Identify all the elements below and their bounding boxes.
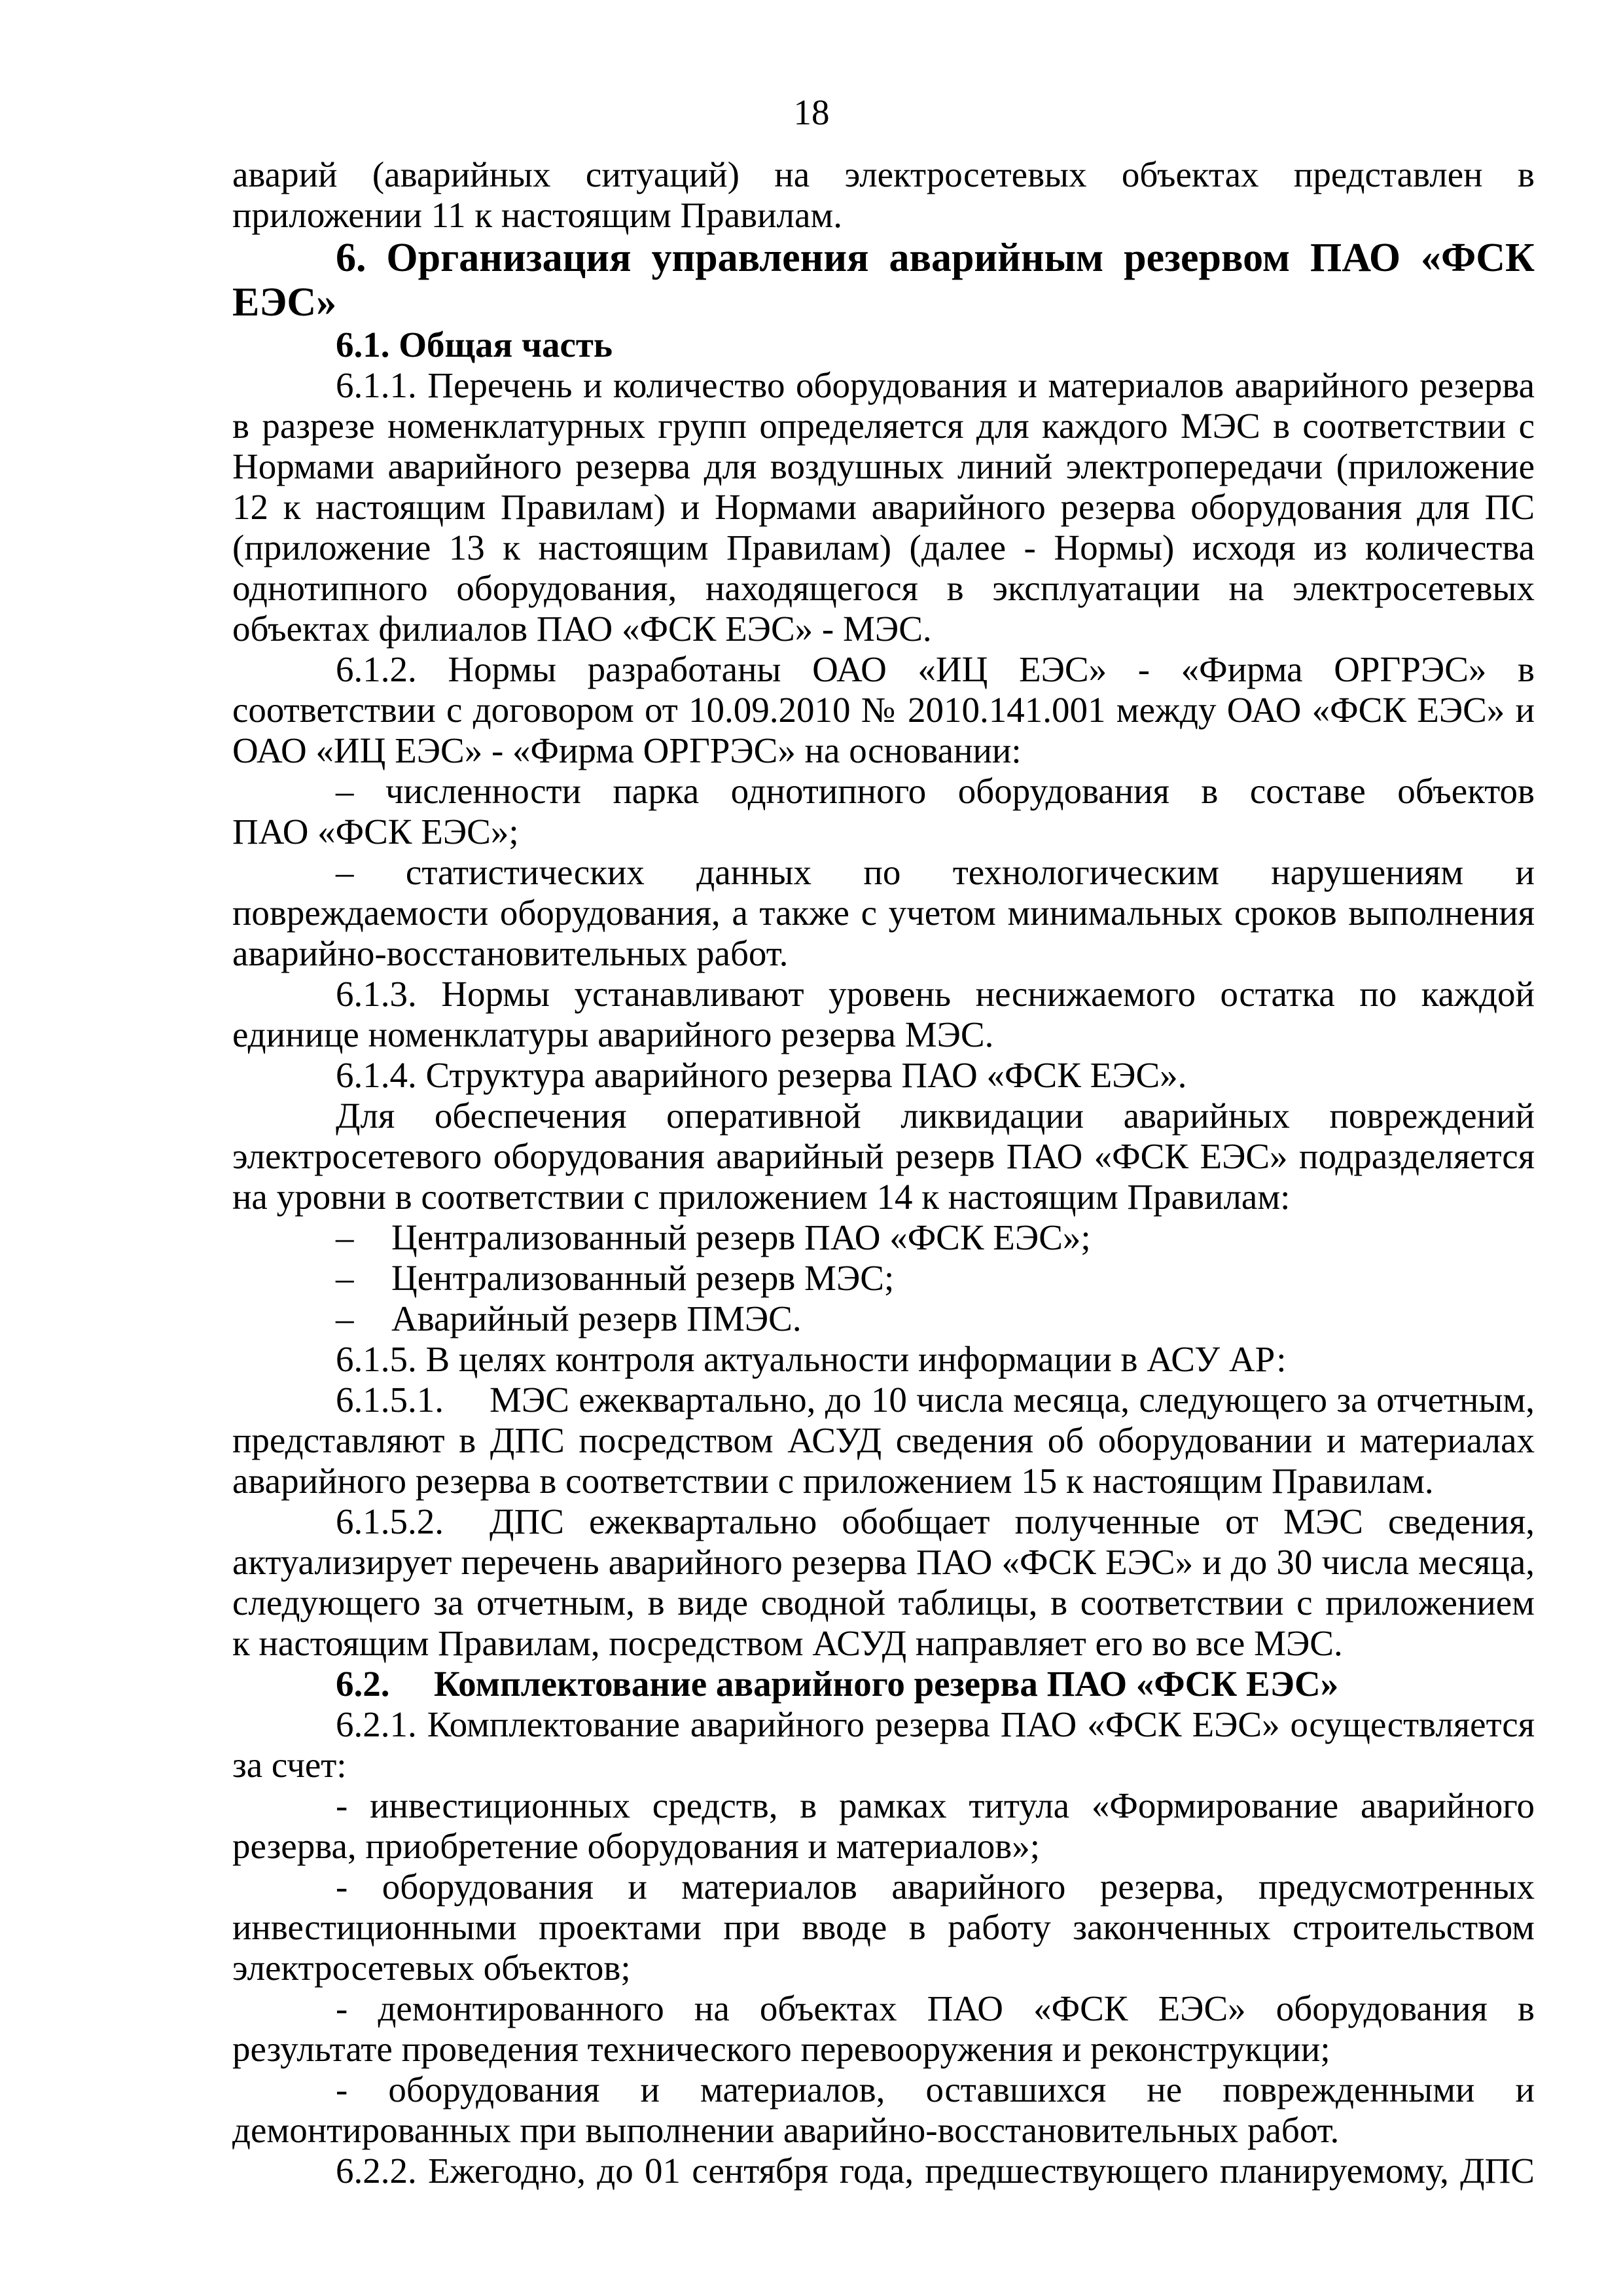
text-line: (приложение 13 к настоящим Правилам) (далее - Нормы) исходя из количества [232,528,1535,567]
text-line [232,1664,1535,1704]
dash-bullet: – [336,1258,354,1298]
line-text: Комплектование аварийного резерва ПАО «ФСК ЕЭС» [434,1664,1339,1704]
paragraph [232,649,1535,771]
paragraph [232,1055,1535,1096]
paragraph [232,852,1535,974]
text-line: актуализирует перечень аварийного резерва ПАО «ФСК ЕЭС» и до 30 числа месяца, [232,1542,1535,1582]
text-line [232,1258,1535,1299]
text-line: Нормами аварийного резерва для воздушных линий электропередачи (приложение [232,446,1535,486]
paragraph [232,2151,1535,2191]
text-line [232,1299,1535,1339]
text-line: 6.2.1. Комплектование аварийного резерва ПАО «ФСК ЕЭС» осуществляется [336,1704,1535,1744]
page-number: 18 [793,92,830,132]
list-item [232,1217,1535,1258]
text-line: - инвестиционных средств, в рамках титула «Формирование аварийного [336,1785,1535,1825]
paragraph [232,1339,1535,1380]
text-line: электросетевого оборудования аварийный резерв ПАО «ФСК ЕЭС» подразделяется [232,1136,1535,1176]
text-line: представляют в ДПС посредством АСУД сведения об оборудовании и материалах [232,1420,1535,1460]
item-number: 6.2. [336,1664,390,1704]
text-line: демонтированных при выполнении аварийно-восстановительных работ. [232,2110,1340,2150]
document-body [232,154,1535,2191]
text-line: Для обеспечения оперативной ликвидации аварийных повреждений [336,1096,1535,1136]
text-line: - оборудования и материалов аварийного резерва, предусмотренных [336,1867,1535,1907]
text-line: - оборудования и материалов, оставшихся не поврежденными и [336,2070,1535,2109]
line-text: Аварийный резерв ПМЭС. [391,1299,802,1338]
line-text: ДПС ежеквартально обобщает полученные от МЭС сведения, [490,1501,1535,1541]
dash-bullet: – [336,1299,354,1338]
text-line: однотипного оборудования, находящегося в эксплуатации на электросетевых [232,568,1535,608]
text-line: 6.1.5. В целях контроля актуальности информации в АСУ АР: [336,1339,1287,1379]
text-line: ПАО «ФСК ЕЭС»; [232,812,519,852]
text-line: единице номенклатуры аварийного резерва МЭС. [232,1014,994,1054]
text-line: приложении 11 к настоящим Правилам. [232,195,842,235]
text-line: 6.1.2. Нормы разработаны ОАО «ИЦ ЕЭС» - «Фирма ОРГРЭС» в [336,649,1535,689]
text-line: 6.1.3. Нормы устанавливают уровень неснижаемого остатка по каждой [336,974,1535,1014]
paragraph [232,365,1535,649]
text-line: аварий (аварийных ситуаций) на электросетевых объектах представлен в [232,154,1535,194]
text-line: результате проведения технического перевооружения и реконструкции; [232,2029,1330,2069]
text-line: соответствии с договором от 10.09.2010 № 2010.141.001 между ОАО «ФСК ЕЭС» и [232,690,1535,730]
text-line: следующего за отчетным, в виде сводной таблицы, в соответствии с приложением [232,1583,1535,1623]
text-line [232,1217,1535,1258]
text-line: к настоящим Правилам, посредством АСУД направляет его во все МЭС. [232,1623,1343,1663]
paragraph [232,1785,1535,1867]
line-text: Централизованный резерв МЭС; [391,1258,895,1298]
text-line [232,1501,1535,1542]
paragraph [232,1867,1535,1988]
text-line: электросетевых объектов; [232,1948,631,1988]
section-heading [232,1664,1535,1704]
section-heading [232,325,1535,365]
text-line: ОАО «ИЦ ЕЭС» - «Фирма ОРГРЭС» на основании: [232,730,1022,770]
text-line: 6.1.1. Перечень и количество оборудования и материалов аварийного резерва [336,365,1535,405]
text-line [232,1380,1535,1420]
dash-bullet: – [336,1217,354,1257]
text-line: объектах филиалов ПАО «ФСК ЕЭС» - МЭС. [232,609,932,649]
text-line: 6.1. Общая часть [336,325,613,365]
item-number: 6.1.5.2. [336,1501,444,1541]
text-line: 6. Организация управления аварийным резервом ПАО «ФСК [336,236,1535,280]
text-line: на уровни в соответствии с приложением 14 к настоящим Правилам: [232,1177,1291,1217]
paragraph [232,1096,1535,1217]
text-line: – численности парка однотипного оборудования в составе объектов [336,771,1535,811]
line-text: МЭС ежеквартально, до 10 числа месяца, следующего за отчетным, [490,1380,1535,1420]
list-item [232,1258,1535,1299]
paragraph [232,1380,1535,1501]
text-line: - демонтированного на объектах ПАО «ФСК ЕЭС» оборудования в [336,1988,1535,2028]
paragraph [232,154,1535,236]
section-heading [232,236,1535,325]
text-line: 12 к настоящим Правилам) и Нормами аварийного резерва оборудования для ПС [232,487,1535,527]
text-line: резерва, приобретение оборудования и материалов»; [232,1826,1041,1866]
text-line: 6.2.2. Ежегодно, до 01 сентября года, предшествующего планируемому, ДПС [336,2151,1535,2191]
text-line: аварийного резерва в соответствии с приложением 15 к настоящим Правилам. [232,1461,1434,1501]
text-line: за счет: [232,1745,347,1785]
text-line: аварийно-восстановительных работ. [232,933,789,973]
paragraph [232,1501,1535,1664]
paragraph [232,1704,1535,1785]
text-line: в разрезе номенклатурных групп определяется для каждого МЭС в соответствии с [232,406,1535,446]
paragraph [232,974,1535,1055]
text-line: повреждаемости оборудования, а также с учетом минимальных сроков выполнения [232,893,1535,933]
text-line: – статистических данных по технологическим нарушениям и [336,852,1535,892]
text-line: ЕЭС» [232,280,337,325]
item-number: 6.1.5.1. [336,1380,444,1420]
paragraph [232,2070,1535,2151]
paragraph [232,1988,1535,2070]
text-line: 6.1.4. Структура аварийного резерва ПАО «ФСК ЕЭС». [336,1055,1187,1095]
text-line: инвестиционными проектами при вводе в работу законченных строительством [232,1907,1535,1947]
line-text: Централизованный резерв ПАО «ФСК ЕЭС»; [391,1217,1091,1257]
paragraph [232,771,1535,852]
list-item [232,1299,1535,1339]
